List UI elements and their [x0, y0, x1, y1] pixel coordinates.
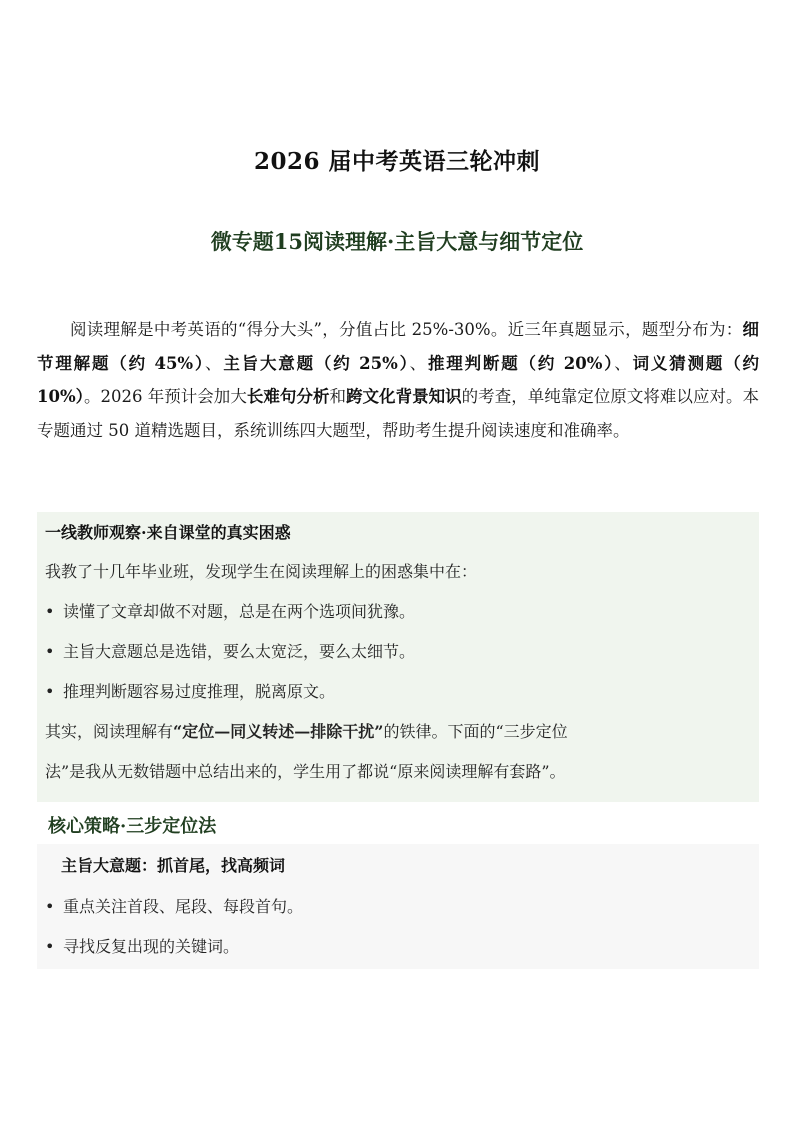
list-item — [45, 934, 747, 974]
list-item — [45, 679, 747, 719]
document-title: 2026 届中考英语三轮冲刺 — [253, 148, 541, 175]
closing-text: 的铁律。下面的“三步定位 — [383, 722, 568, 741]
intro-bold-main-idea: 主旨大意题（约 25%） — [223, 353, 410, 373]
bullet-icon: • — [45, 897, 55, 916]
intro-bold-long-sentence: 长难句分析 — [246, 387, 330, 406]
list-item-text: 推理判断题容易过度推理，脱离原文。 — [63, 682, 336, 701]
intro-bold-culture: 跨文化背景知识 — [346, 387, 462, 406]
intro-paragraph — [37, 313, 759, 447]
teacher-box-closing-line-1 — [45, 719, 747, 759]
intro-text: 的考查，单纯靠定位原文将难以应对。本专题通过 50 道精选题目，系统训练四大题型，帮助考生提升阅读速度和准确率。 — [37, 387, 760, 440]
bullet-icon: • — [45, 642, 55, 661]
list-item-text: 读懂了文章却做不对题，总是在两个选项间犹豫。 — [63, 602, 416, 621]
closing-text: 其实，阅读理解有 — [45, 722, 174, 741]
list-item — [45, 639, 747, 679]
intro-text: 、 — [409, 353, 428, 373]
closing-bold-rule: “定位—同义转述—排除干扰” — [173, 722, 384, 741]
document-subtitle: 微专题15阅读理解·主旨大意与细节定位 — [210, 229, 584, 254]
teacher-box-closing-line-2: 法”是我从无数错题中总结出来的，学生用了都说“原来阅读理解有套路”。 — [45, 762, 566, 781]
teacher-box-lead: 我教了十几年毕业班，发现学生在阅读理解上的困惑集中在： — [45, 562, 478, 581]
strategy-heading: 核心策略·三步定位法 — [48, 816, 217, 837]
list-item-text: 主旨大意题总是选错，要么太宽泛，要么太细节。 — [63, 642, 416, 661]
intro-bold-detail: 细节理解题（约 45%） — [37, 320, 759, 373]
list-item — [45, 894, 747, 934]
teacher-box-heading: 一线教师观察·来自课堂的真实困惑 — [45, 523, 291, 542]
intro-text: 、 — [614, 353, 633, 373]
bullet-icon: • — [45, 937, 55, 956]
bullet-icon: • — [45, 602, 55, 621]
intro-bold-inference: 推理判断题（约 20%） — [427, 353, 615, 373]
list-item-text: 寻找反复出现的关键词。 — [63, 937, 240, 956]
strategy-sub-heading: 主旨大意题：抓首尾，找高频词 — [61, 856, 286, 875]
intro-text: 阅读理解是中考英语的“得分大头”，分值占比 25%-30%。近三年真题显示，题型分布为： — [70, 320, 743, 339]
list-item — [45, 599, 747, 639]
intro-text: 、 — [205, 353, 224, 373]
bullet-icon: • — [45, 682, 55, 701]
list-item-text: 重点关注首段、尾段、每段首句。 — [63, 897, 304, 916]
teacher-observation-box — [37, 512, 759, 802]
intro-text: 。2026 年预计会加大 — [83, 387, 247, 406]
intro-text: 和 — [329, 387, 346, 406]
strategy-box — [37, 844, 759, 969]
intro-bold-vocab: 词义猜测题（约 10%） — [37, 353, 760, 406]
